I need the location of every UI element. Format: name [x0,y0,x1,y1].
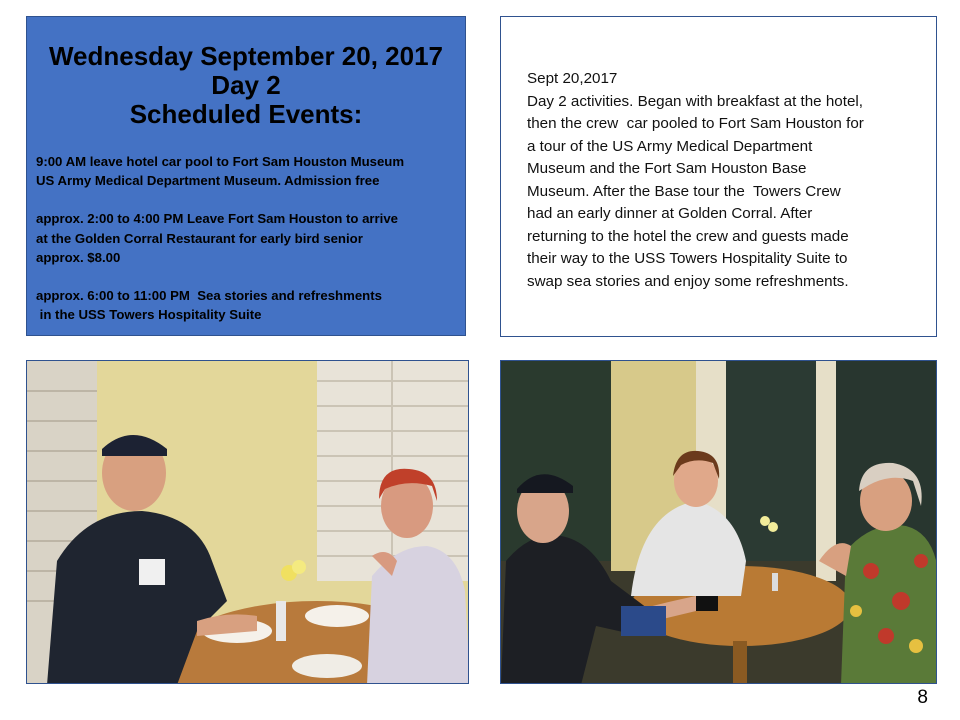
photo-dinner-table-image [27,361,469,684]
photo-round-table [500,360,937,684]
schedule-box [26,16,466,336]
schedule-title-heading: Scheduled Events: [129,99,363,129]
notes-box [500,16,937,337]
photo-dinner-table [26,360,469,684]
schedule-title-date: Wednesday September 20, 2017 [48,41,444,71]
event-morning: 9:00 AM leave hotel car pool to Fort Sam Houston Museum US Army Medical Department Museum. Admission free [36,154,405,189]
schedule-title [27,42,465,129]
event-evening: approx. 6:00 to 11:00 PM Sea stories and refreshments in the USS Towers Hospitality Suite [36,288,382,323]
schedule-events [36,152,459,343]
page-number: 8 [917,687,928,708]
event-afternoon: approx. 2:00 to 4:00 PM Leave Fort Sam Houston to arrive at the Golden Corral Restaurant for early bird senior approx. $8.00 [36,211,399,265]
photo-round-table-image [501,361,937,684]
notes-text: Sept 20,2017 Day 2 activities. Began with breakfast at the hotel, then the crew car pooled to Fort Sam Houston for a tour of the US Army Medical Department Museum and the Fort Sam Houston Base Museum. After the Base tour the Towers Crew had an early dinner at Golden Corral. After returning to the hotel the crew and guests made their way to the USS Towers Hospitality Suite to swap sea stories and enjoy some refreshments. [527,70,864,290]
schedule-title-day: Day 2 [211,70,281,100]
